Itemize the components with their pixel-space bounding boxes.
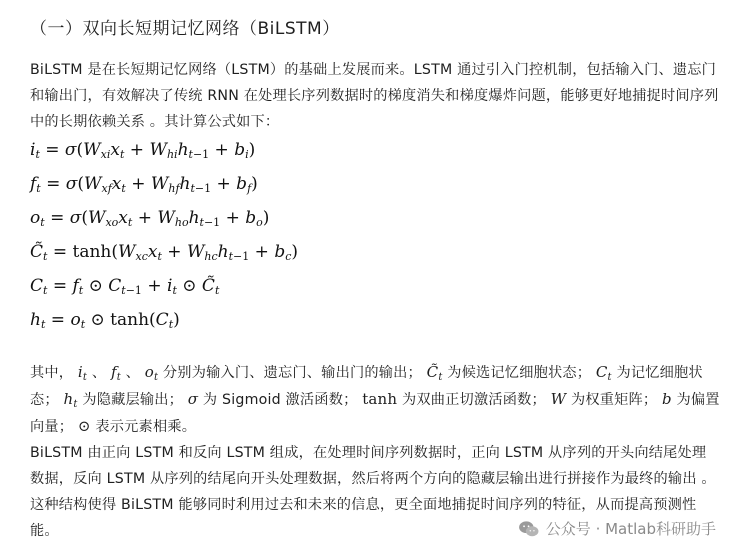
explanation-text: 为 Sigmoid 激活函数； bbox=[202, 392, 358, 408]
explanation-text: 为候选记忆细胞状态； bbox=[447, 365, 592, 381]
symbol-c-tilde-t: $C̃_t$ bbox=[426, 363, 443, 383]
explanation-text: 其中， bbox=[30, 365, 74, 381]
symbol-o-t: $o_t$ bbox=[144, 363, 159, 383]
symbol-tanh: tanh bbox=[362, 390, 398, 408]
symbol-f-t: $f_t$ bbox=[110, 363, 121, 383]
formula-forget-gate: $f_t = \sigma(W_{xf}x_t + W_{hf}h_{t-1} + b_f)$ bbox=[30, 174, 258, 195]
intro-paragraph: BiLSTM 是在长短期记忆网络（LSTM）的基础上发展而来。LSTM 通过引入门控机制，包括输入门、遗忘门和输出门，有效解决了传统 RNN 在处理长序列数据时的梯度消失和梯度爆炸问题，能够更好地捕捉时间序列中的长期依赖关系 。其计算公式如下： bbox=[30, 62, 719, 130]
symbol-w: W bbox=[550, 390, 567, 408]
section-heading: （一）双向长短期记忆网络（BiLSTM） bbox=[30, 19, 340, 39]
wechat-icon bbox=[518, 520, 540, 538]
explanation-text: 、 bbox=[91, 365, 107, 381]
lstm-formulas bbox=[30, 133, 298, 337]
explanation-text: 为隐藏层输出； bbox=[82, 392, 184, 408]
explanation-paragraph bbox=[30, 359, 720, 440]
explanation-text: 表示元素相乘。 bbox=[95, 419, 197, 435]
explanation-text: 、 bbox=[125, 365, 141, 381]
symbol-i-t: $i_t$ bbox=[77, 363, 88, 383]
watermark-text: 公众号 · Matlab科研助手 bbox=[545, 520, 716, 538]
formula-output-gate: $o_t = \sigma(W_{xo}x_t + W_{ho}h_{t-1} + b_o)$ bbox=[30, 208, 270, 229]
formula-cell-state: $C_t = f_t$ ⊙ $C_{t-1} + i_t$ ⊙ $C̃_t$ bbox=[30, 276, 220, 297]
explanation-text: 为权重矩阵； bbox=[570, 392, 658, 408]
symbol-b: b bbox=[662, 390, 672, 408]
formula-candidate-cell: $C̃_t = \tanh(W_{xc}x_t + W_{hc}h_{t-1} + b_c)$ bbox=[30, 242, 299, 263]
watermark bbox=[518, 518, 716, 539]
symbol-c-t: $C_t$ bbox=[595, 363, 612, 383]
symbol-odot: ⊙ bbox=[77, 417, 91, 435]
explanation-text: 为记忆细胞状态； bbox=[30, 365, 703, 408]
formula-input-gate: $i_t = \sigma(W_{xi}x_t + W_{hi}h_{t-1} + b_i)$ bbox=[30, 140, 256, 161]
explanation-text: 为偏置向量； bbox=[30, 392, 720, 435]
bilstm-paragraph: BiLSTM 由正向 LSTM 和反向 LSTM 组成，在处理时间序列数据时，正向 LSTM 从序列的开头向结尾处理数据，反向 LSTM 从序列的结尾向开头处理数据，然后将两个方向的隐藏层输出进行拼接作为最终的输出 。这种结构使得 BiLSTM 能够同时利用过去和未来的信息，更全面地捕捉时间序列的特征，从而提高预测性能。 bbox=[30, 445, 716, 539]
explanation-text: 为双曲正切激活函数； bbox=[402, 392, 546, 408]
symbol-h-t: $h_t$ bbox=[63, 390, 78, 410]
explanation-text: 分别为输入门、遗忘门、输出门的输出； bbox=[162, 365, 422, 381]
formula-hidden-output: $h_t = o_t$ ⊙ $\tanh(C_t)$ bbox=[30, 310, 180, 331]
symbol-sigma: σ bbox=[187, 390, 199, 408]
